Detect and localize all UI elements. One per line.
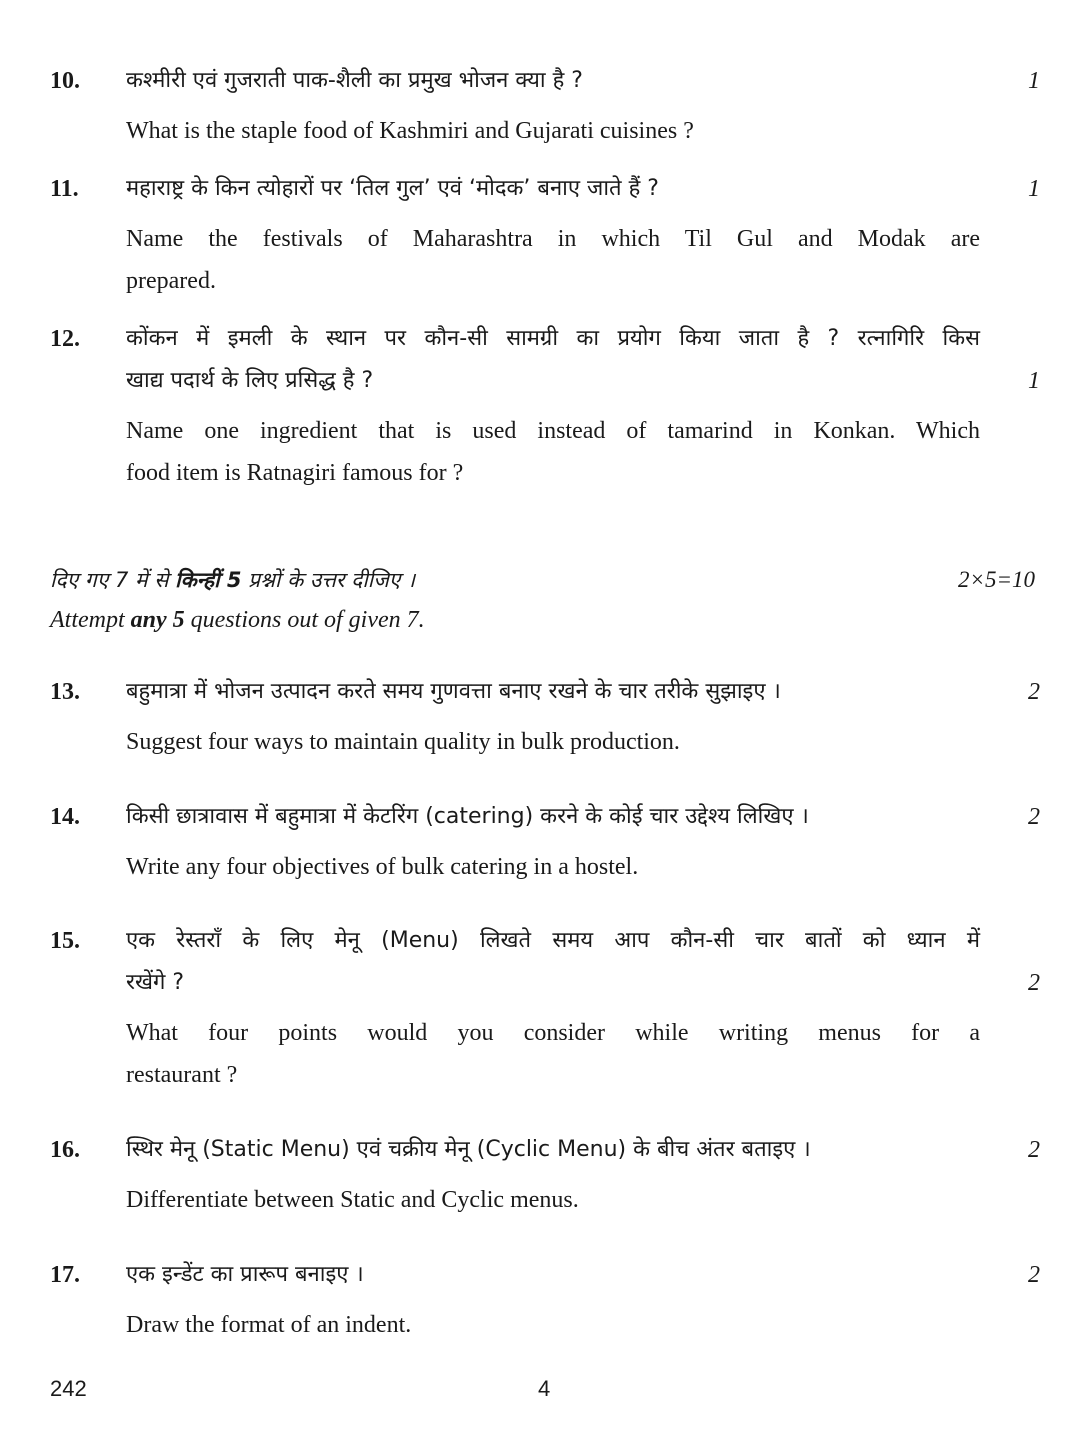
question-text-english: Differentiate between Static and Cyclic menus. xyxy=(126,1187,579,1213)
question-text-hindi: किसी छात्रावास में बहुमात्रा में केटरिंग (catering) करने के कोई चार उद्देश्य लिखिए । xyxy=(126,804,809,829)
english-line-2: prepared. xyxy=(126,268,216,294)
english-line-1: Name the festivals of Maharashtra in which Til Gul and Modak are xyxy=(126,226,980,252)
question-body xyxy=(126,920,980,1096)
question-marks: 1 xyxy=(1028,368,1040,394)
question-number: 12. xyxy=(50,326,80,352)
question-number: 13. xyxy=(50,679,80,705)
english-line-2: restaurant ? xyxy=(126,1062,238,1088)
question-text-hindi: महाराष्ट्र के किन त्योहारों पर ‘तिल गुल’ एवं ‘मोदक’ बनाए जाते हैं ? xyxy=(126,176,659,201)
question-marks: 2 xyxy=(1028,1262,1040,1288)
question-text-hindi-line-1: कोंकन में इमली के स्थान पर कौन-सी सामग्री का प्रयोग किया जाता है ? रत्नागिरि किस xyxy=(126,326,980,351)
question-number: 10. xyxy=(50,68,80,94)
question-text-english: Suggest four ways to maintain quality in bulk production. xyxy=(126,729,680,755)
question-text-hindi: बहुमात्रा में भोजन उत्पादन करते समय गुणवत्ता बनाए रखने के चार तरीके सुझाइए । xyxy=(126,679,781,704)
question-text-hindi-line-2: खाद्य पदार्थ के लिए प्रसिद्ध है ? xyxy=(126,368,374,393)
question-body xyxy=(126,168,980,302)
english-line-1: What four points would you consider while writing menus for a xyxy=(126,1020,980,1046)
question-text-english xyxy=(126,218,980,302)
instruction-english-part: Attempt xyxy=(50,607,131,633)
question-text-english xyxy=(126,410,980,494)
instruction-hindi-part: प्रश्नों के उत्तर दीजिए । xyxy=(241,568,416,592)
question-text-english: Draw the format of an indent. xyxy=(126,1312,412,1338)
question-body xyxy=(126,60,980,152)
question-number: 11. xyxy=(50,176,79,202)
question-text-hindi-line-2: रखेंगे ? xyxy=(126,970,185,995)
question-number: 15. xyxy=(50,928,80,954)
question-text-english: Write any four objectives of bulk catering in a hostel. xyxy=(126,854,639,880)
paper-code: 242 xyxy=(50,1376,87,1401)
english-line-1: Name one ingredient that is used instead of tamarind in Konkan. Which xyxy=(126,418,980,444)
question-text-english: What is the staple food of Kashmiri and Gujarati cuisines ? xyxy=(126,118,694,144)
instruction-english-emphasis: any 5 xyxy=(130,607,185,633)
question-text-english xyxy=(126,1012,980,1096)
question-body xyxy=(126,1129,980,1221)
question-text-hindi: एक इन्डेंट का प्रारूप बनाइए । xyxy=(126,1262,364,1287)
instruction-english xyxy=(50,600,1035,640)
question-text-hindi: कश्मीरी एवं गुजराती पाक-शैली का प्रमुख भोजन क्या है ? xyxy=(126,68,583,93)
question-text-hindi-line-1: एक रेस्तराँ के लिए मेनू (Menu) लिखते समय आप कौन-सी चार बातों को ध्यान में xyxy=(126,928,980,953)
question-marks: 1 xyxy=(1028,68,1040,94)
question-marks: 2 xyxy=(1028,679,1040,705)
question-body xyxy=(126,671,980,763)
section-instruction xyxy=(50,560,1035,640)
instruction-hindi-part: दिए गए 7 में से xyxy=(50,568,176,592)
instruction-hindi xyxy=(50,560,1035,600)
instruction-english-part: questions out of given 7. xyxy=(184,607,425,633)
instruction-hindi-emphasis: किन्हीं 5 xyxy=(175,568,242,592)
english-line-2: food item is Ratnagiri famous for ? xyxy=(126,460,464,486)
question-body xyxy=(126,318,980,494)
question-number: 16. xyxy=(50,1137,80,1163)
page-number: 4 xyxy=(538,1376,551,1401)
section-marks: 2×5=10 xyxy=(957,567,1035,592)
question-number: 14. xyxy=(50,804,80,830)
question-number: 17. xyxy=(50,1262,80,1288)
question-marks: 2 xyxy=(1028,1137,1040,1163)
question-marks: 2 xyxy=(1028,970,1040,996)
question-text-hindi: स्थिर मेनू (Static Menu) एवं चक्रीय मेनू (Cyclic Menu) के बीच अंतर बताइए । xyxy=(126,1137,811,1162)
question-body xyxy=(126,1254,980,1346)
question-marks: 2 xyxy=(1028,804,1040,830)
question-marks: 1 xyxy=(1028,176,1040,202)
question-body xyxy=(126,796,980,888)
